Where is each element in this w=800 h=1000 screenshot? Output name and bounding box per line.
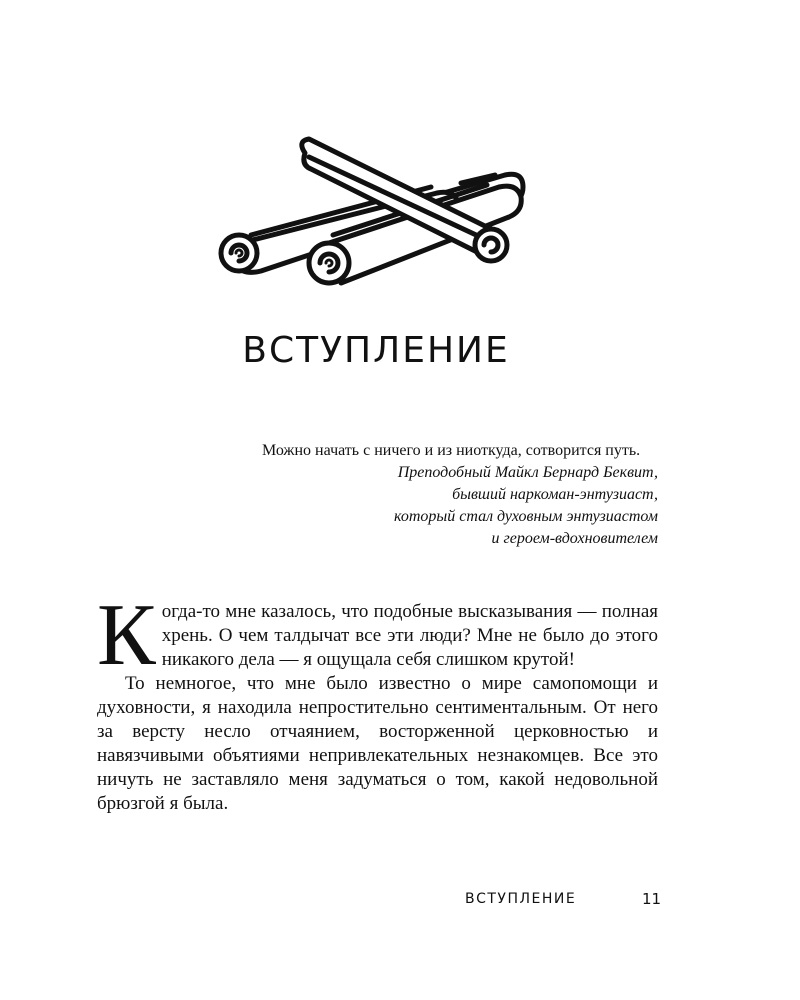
- running-title: ВСТУПЛЕНИЕ: [465, 891, 577, 907]
- epigraph-quote: Можно начать с ничего и из ниоткуда, сотворится путь.: [262, 442, 641, 459]
- page-number: 11: [642, 890, 662, 908]
- cinnamon-sticks-icon: [205, 135, 535, 295]
- epigraph-attribution-line: Преподобный Майкл Бернард Беквит,: [397, 464, 658, 481]
- epigraph-attribution-line: бывший наркоман-энтузиаст,: [452, 486, 658, 503]
- epigraph-attribution-line: который стал духовным энтузиастом: [393, 508, 658, 525]
- body-text: [97, 587, 658, 816]
- paragraph-text: огда-то мне казалось, что подобные высказывания — полная хрень. О чем талдычат все эти люди? Мне не было до этого никакого дела — я ощущала себя слишком крутой!: [161, 601, 658, 670]
- paragraph: То немногое, что мне было известно о мире самопомощи и духовности, я находила непростительно сентиментальным. От него за версту несло отчаянием, восторженной церковностью и навязчивыми объятиями непривлекательных незнакомцев. Все это ничуть не заставляло меня задуматься о том, какой недовольной брюзгой я была.: [97, 673, 658, 814]
- epigraph: [238, 440, 658, 550]
- chapter-title: ВСТУПЛЕНИЕ: [242, 330, 510, 371]
- paragraph: [97, 587, 658, 684]
- drop-cap: К: [97, 587, 156, 684]
- epigraph-attribution-line: и героем-вдохновителем: [491, 530, 658, 547]
